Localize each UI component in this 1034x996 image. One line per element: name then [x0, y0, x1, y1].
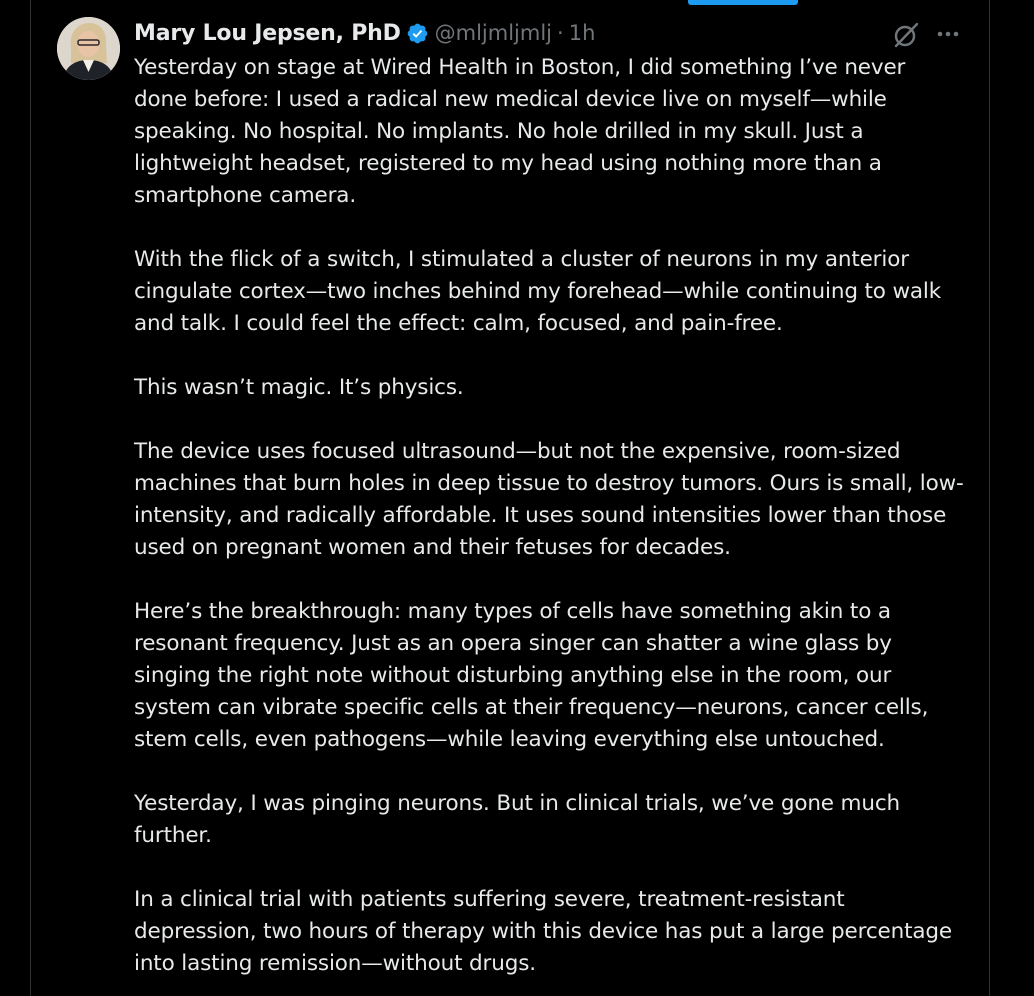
- grok-icon[interactable]: [892, 21, 920, 49]
- tweet-body: [134, 52, 964, 996]
- tweet-paragraph: This wasn’t magic. It’s physics.: [134, 375, 464, 400]
- tweet-paragraph: In a clinical trial with patients suffering severe, treatment-resistant depression, two hours of therapy with this device has put a large percentage into lasting remission—without drugs.: [134, 887, 952, 976]
- tweet-paragraph: Yesterday, I was pinging neurons. But in clinical trials, we’ve gone much further.: [134, 791, 900, 848]
- tweet-header: [134, 17, 595, 49]
- active-tab-indicator: [688, 0, 798, 5]
- avatar[interactable]: [57, 17, 120, 80]
- tweet-paragraph: With the flick of a switch, I stimulated a cluster of neurons in my anterior cingulate cortex—two inches behind my forehead—while continuing to walk and talk. I could feel the effect: calm, focused, and pain-free.: [134, 247, 942, 336]
- header-separator: ·: [557, 21, 564, 45]
- more-options-icon[interactable]: [934, 21, 962, 47]
- tweet-paragraph: Here’s the breakthrough: many types of cells have something akin to a resonant frequency. Just as an opera singer can shatter a wine glass by singing the right note without disturbing anything else in the room, our system can vibrate specific cells at their frequency—neurons, cancer cells, stem cells, even pathogens—while leaving everything else untouched.: [134, 599, 929, 752]
- tweet-paragraph: The device uses focused ultrasound—but not the expensive, room-sized machines that burn holes in deep tissue to destroy tumors. Ours is small, low-intensity, and radically affordable. It uses sound intensities lower than those used on pregnant women and their fetuses for decades.: [134, 439, 964, 560]
- author-display-name[interactable]: Mary Lou Jepsen, PhD: [134, 20, 401, 46]
- verified-badge-icon: [406, 22, 429, 45]
- tweet-paragraph: Yesterday on stage at Wired Health in Boston, I did something I’ve never done before: I used a radical new medical device live on myself—while speaking. No hospital. No implants. No hole drilled in my skull. Just a lightweight headset, registered to my head using nothing more than a smartphone camera.: [134, 55, 906, 208]
- tweet-timestamp[interactable]: 1h: [568, 21, 596, 45]
- author-handle[interactable]: @mljmljmlj: [434, 21, 553, 45]
- avatar-image: [57, 17, 120, 80]
